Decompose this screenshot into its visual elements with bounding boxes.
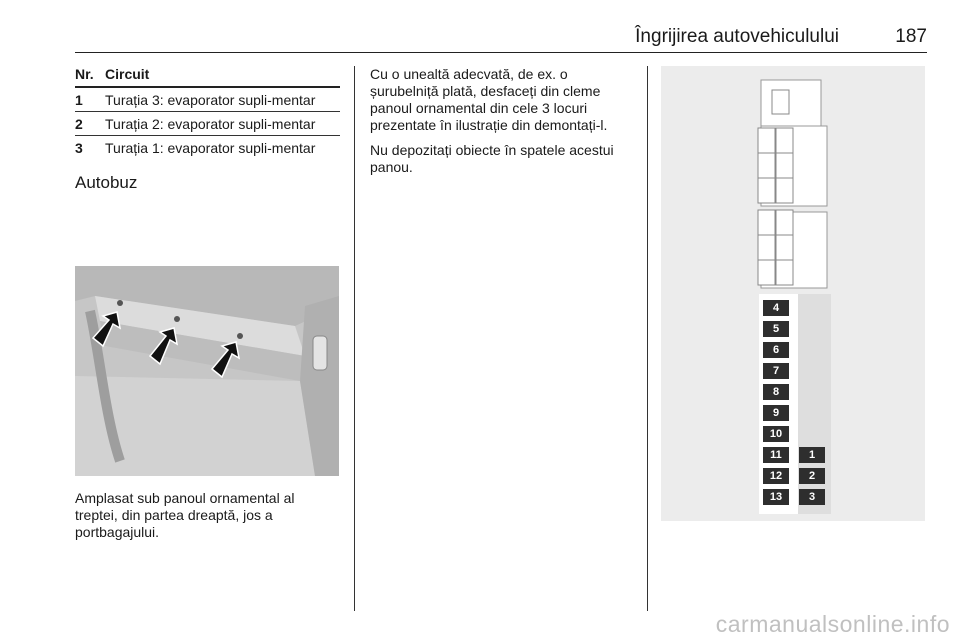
- table-header: [75, 66, 340, 88]
- table-row: [75, 136, 340, 159]
- fuse-label: 1: [799, 447, 825, 463]
- left-column: [75, 66, 340, 193]
- fuse-layout-drawing: [661, 66, 925, 521]
- row-nr: 2: [75, 116, 83, 132]
- fuse-label: 5: [763, 321, 789, 337]
- fuse-label: 10: [763, 426, 789, 442]
- fuse-label: 12: [763, 468, 789, 484]
- watermark: carmanualsonline.info: [715, 611, 950, 637]
- section-title: Autobuz: [75, 173, 138, 192]
- page-header: [75, 22, 927, 53]
- warning-paragraph: Nu depozitați obiecte în spatele acestui panou.: [370, 142, 614, 175]
- trunk-panel-drawing: [75, 266, 339, 476]
- image-caption: Amplasat sub panoul ornamental al treptei, din partea dreaptă, jos a portbagajului.: [75, 490, 295, 540]
- row-nr: 1: [75, 92, 83, 108]
- page-number: 187: [895, 26, 927, 47]
- column-divider: [354, 66, 355, 611]
- row-text: Turația 3: evaporator supli-mentar: [105, 92, 316, 108]
- col-nr-header: Nr.: [75, 66, 94, 82]
- header-title: Îngrijirea autovehiculului: [635, 26, 839, 47]
- bus-trunk-illustration: [75, 266, 339, 476]
- fuse-label: 4: [763, 300, 789, 316]
- table-row: [75, 88, 340, 112]
- row-text: Turația 2: evaporator supli-mentar: [105, 116, 316, 132]
- row-nr: 3: [75, 140, 83, 156]
- fuse-label: 2: [799, 468, 825, 484]
- table-row: [75, 112, 340, 136]
- middle-column: [370, 66, 635, 184]
- column-divider: [647, 66, 648, 611]
- fuse-label: 11: [763, 447, 789, 463]
- fuse-label: 9: [763, 405, 789, 421]
- fuse-label: 3: [799, 489, 825, 505]
- row-text: Turația 1: evaporator supli-mentar: [105, 140, 316, 156]
- fuse-label: 7: [763, 363, 789, 379]
- col-circuit-header: Circuit: [105, 66, 150, 82]
- fuse-label: 6: [763, 342, 789, 358]
- fuse-label: 13: [763, 489, 789, 505]
- instruction-paragraph: Cu o unealtă adecvată, de ex. o șurubelniță plată, desfaceți din cleme panoul ornamental din cele 3 locuri prezentate în ilustrație din demontați-l.: [370, 66, 608, 133]
- fuse-label: 8: [763, 384, 789, 400]
- fuse-diagram: [661, 66, 925, 521]
